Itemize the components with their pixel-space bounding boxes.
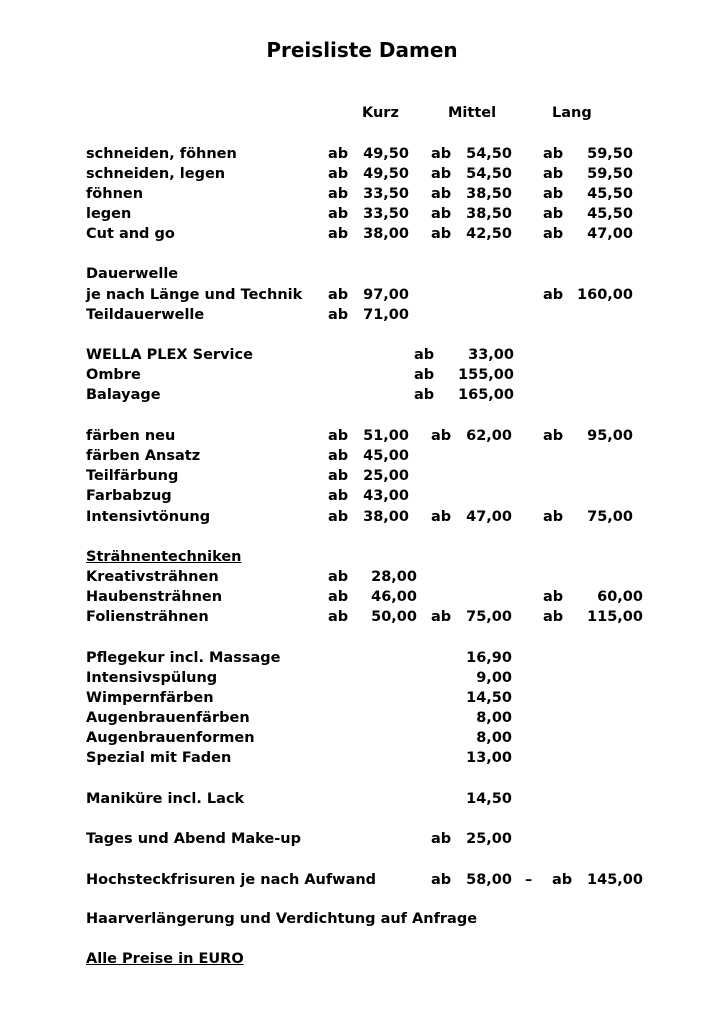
ab-prefix: ab [328,488,349,504]
ab-prefix: ab [431,226,452,242]
row-label: Dauerwelle [86,266,179,282]
ab-prefix: ab [328,448,349,464]
row-label: Teildauerwelle [86,307,205,323]
price: 8,00 [476,710,512,726]
ab-prefix: ab [552,872,573,888]
price-mittel: 47,00 [466,509,512,525]
price: 16,90 [466,650,512,666]
price: 13,00 [466,750,512,766]
ab-prefix: ab [543,609,564,625]
price-mittel: 155,00 [458,367,514,383]
currency-note: Alle Preise in EURO [86,951,244,967]
price-kurz: 28,00 [371,569,417,585]
ab-prefix: ab [414,347,435,363]
price-kurz: 38,00 [363,226,409,242]
range-dash: – [525,872,533,888]
price-kurz: 49,50 [363,166,409,182]
ab-prefix: ab [328,146,349,162]
price-lang: 45,50 [587,186,633,202]
row-label: Teilfärbung [86,468,179,484]
ab-prefix: ab [431,609,452,625]
row-label: Farbabzug [86,488,172,504]
price-kurz: 51,00 [363,428,409,444]
price: 14,50 [466,791,512,807]
ab-prefix: ab [431,428,452,444]
row-label: Augenbrauenfärben [86,710,250,726]
row-label: Pflegekur incl. Massage [86,650,281,666]
price-mittel: 38,50 [466,186,512,202]
ab-prefix: ab [414,367,435,383]
row-label: WELLA PLEX Service [86,347,253,363]
price-mittel: 54,50 [466,166,512,182]
ab-prefix: ab [543,287,564,303]
row-label: färben neu [86,428,176,444]
price-lang: 59,50 [587,146,633,162]
row-label: Maniküre incl. Lack [86,791,245,807]
ab-prefix: ab [328,206,349,222]
ab-prefix: ab [543,146,564,162]
ab-prefix: ab [431,186,452,202]
ab-prefix: ab [328,226,349,242]
price-from: 58,00 [466,872,512,888]
price-kurz: 33,50 [363,186,409,202]
ab-prefix: ab [543,206,564,222]
row-label: Balayage [86,387,161,403]
ab-prefix: ab [543,166,564,182]
ab-prefix: ab [328,509,349,525]
row-label: Hochsteckfrisuren je nach Aufwand [86,872,377,888]
ab-prefix: ab [328,589,349,605]
price-mittel: 54,50 [466,146,512,162]
price-mittel: 42,50 [466,226,512,242]
ab-prefix: ab [431,146,452,162]
row-label: je nach Länge und Technik [86,287,303,303]
row-label: Foliensträhnen [86,609,209,625]
ab-prefix: ab [414,387,435,403]
ab-prefix: ab [328,609,349,625]
row-label: föhnen [86,186,144,202]
ab-prefix: ab [328,186,349,202]
row-label: Augenbrauenformen [86,730,255,746]
price: 9,00 [476,670,512,686]
price-kurz: 45,00 [363,448,409,464]
row-label: Tages und Abend Make-up [86,831,301,847]
row-label: schneiden, legen [86,166,226,182]
row-label: Kreativsträhnen [86,569,219,585]
price-kurz: 71,00 [363,307,409,323]
ab-prefix: ab [431,872,452,888]
price-kurz: 49,50 [363,146,409,162]
price-lang: 47,00 [587,226,633,242]
row-label: Strähnentechniken [86,549,242,565]
row-label: färben Ansatz [86,448,201,464]
ab-prefix: ab [543,186,564,202]
row-label: Intensivtönung [86,509,211,525]
ab-prefix: ab [431,831,452,847]
ab-prefix: ab [431,509,452,525]
price-kurz: 50,00 [371,609,417,625]
row-label: Spezial mit Faden [86,750,232,766]
price-lang: 75,00 [587,509,633,525]
ab-prefix: ab [328,468,349,484]
price-mittel: 165,00 [458,387,514,403]
price: 14,50 [466,690,512,706]
ab-prefix: ab [328,428,349,444]
price-mittel: 33,00 [468,347,514,363]
hair-extension-note: Haarverlängerung und Verdichtung auf Anfrage [86,911,478,927]
price-lang: 59,50 [587,166,633,182]
ab-prefix: ab [328,166,349,182]
row-label: Wimpernfärben [86,690,214,706]
ab-prefix: ab [543,226,564,242]
price-lang: 60,00 [597,589,643,605]
ab-prefix: ab [543,509,564,525]
row-label: Ombre [86,367,141,383]
row-label: Cut and go [86,226,175,242]
price-mittel: 38,50 [466,206,512,222]
column-header-kurz: Kurz [362,105,399,121]
page-title: Preisliste Damen [266,38,458,62]
price-kurz: 33,50 [363,206,409,222]
price-to: 145,00 [587,872,643,888]
price-lang: 115,00 [587,609,643,625]
price-mittel: 62,00 [466,428,512,444]
ab-prefix: ab [431,206,452,222]
price-kurz: 43,00 [363,488,409,504]
column-header-mittel: Mittel [448,105,497,121]
price-kurz: 97,00 [363,287,409,303]
price-mittel: 75,00 [466,609,512,625]
column-header-lang: Lang [552,105,592,121]
price: 8,00 [476,730,512,746]
ab-prefix: ab [431,166,452,182]
row-label: Haubensträhnen [86,589,223,605]
price: 25,00 [466,831,512,847]
ab-prefix: ab [328,287,349,303]
row-label: Intensivspülung [86,670,218,686]
ab-prefix: ab [543,428,564,444]
price-lang: 45,50 [587,206,633,222]
price-lang: 160,00 [577,287,633,303]
price-lang: 95,00 [587,428,633,444]
row-label: schneiden, föhnen [86,146,237,162]
ab-prefix: ab [328,569,349,585]
row-label: legen [86,206,132,222]
price-kurz: 38,00 [363,509,409,525]
ab-prefix: ab [543,589,564,605]
price-kurz: 25,00 [363,468,409,484]
price-kurz: 46,00 [371,589,417,605]
ab-prefix: ab [328,307,349,323]
